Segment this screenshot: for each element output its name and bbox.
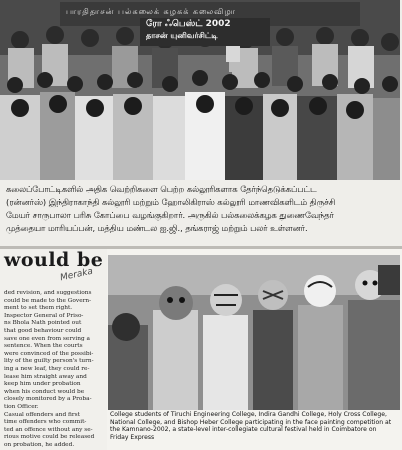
caption-line: முத்தையா மாரியப்பன், மத்திய மண்டல ஐ.ஜி., தங்கராஜ் மற்றும் பலர் உள்ளனர். bbox=[6, 223, 308, 233]
article-line: when his conduct would be bbox=[4, 388, 85, 395]
banner-subtitle-1: ரோ ஃபெஸ்ட் 2002 bbox=[146, 19, 231, 29]
article-line: were convinced of the possibi- bbox=[4, 350, 94, 357]
article-line: Inspector General of Priso- bbox=[4, 312, 84, 319]
article-line: closely monitored by a Proba- bbox=[4, 396, 92, 403]
handwritten-note: Meraka bbox=[59, 266, 94, 284]
caption-line: மேயர் சாருபாலா பரிசு கோப்பை வழங்குகிறார். அருகில் பல்கலைக்கழக துணைவேந்தர் bbox=[6, 210, 334, 220]
caption-line: the Kamnano-2002, a state-level inter-collegiate cultural festival held in Coimbatore on bbox=[110, 426, 377, 434]
face-painting-illustration bbox=[108, 255, 400, 410]
article-line: ing a new leaf, they could re- bbox=[4, 365, 90, 372]
face-painting-photo bbox=[108, 255, 400, 410]
caption-line: (ரன்னர்ஸ்) இந்திராகாந்தி கல்லூரி மற்றும் ஹோலிகிராஸ் கல்லூரி மாணவிகளிடம் திருச்சி bbox=[6, 197, 336, 207]
article-line: tion Officer. bbox=[4, 403, 39, 410]
article-body bbox=[4, 290, 104, 449]
tamil-photo-caption bbox=[6, 183, 396, 235]
article-line: could be made to the Govern- bbox=[4, 297, 92, 304]
english-photo-caption bbox=[110, 411, 400, 441]
caption-line: கலைப்போட்டிகளில் அதிக வெற்றிகளை பெற்ற கல்லூரிகளாக தேர்ந்தெடுக்கப்பட்ட bbox=[6, 184, 317, 194]
caption-line: National College, and Bishop Heber College participating in the face painting competition at bbox=[110, 418, 392, 426]
article-line: sentence. When the courts bbox=[4, 343, 83, 350]
article-headline: would be bbox=[4, 249, 104, 271]
article-line: ted an offence without any se- bbox=[4, 426, 93, 433]
banner-text: பாரதிதாசன் பல்கலைக் கழகக் கலைவிழா bbox=[66, 7, 236, 16]
article-line: ment to set them right. bbox=[4, 305, 73, 312]
article-line: lease him straight away and bbox=[4, 373, 87, 380]
article-line: on probation, he added. bbox=[4, 441, 75, 448]
article-line: that good behaviour could bbox=[4, 327, 82, 334]
caption-line: College students of Tiruchi Engineering College, Indira Gandhi College, Holy Cross College, bbox=[110, 411, 387, 418]
article-line: ns Bhola Nath pointed out bbox=[4, 320, 82, 327]
article-line: save one even from serving a bbox=[4, 335, 90, 342]
caption-line: Friday Express bbox=[110, 433, 155, 441]
article-line: lity of the guilty person's turn- bbox=[4, 358, 94, 365]
article-line: rious motive could be released bbox=[4, 434, 95, 441]
article-line: Casual offenders and first bbox=[4, 411, 80, 418]
article-line: time offenders who commit- bbox=[4, 419, 87, 426]
banner-subtitle-2: தாசன் யுனிவர்சிட்டி bbox=[146, 31, 218, 40]
article-line: ded revision, and suggestions bbox=[4, 290, 92, 296]
article-line: keep him under probation bbox=[4, 381, 81, 388]
